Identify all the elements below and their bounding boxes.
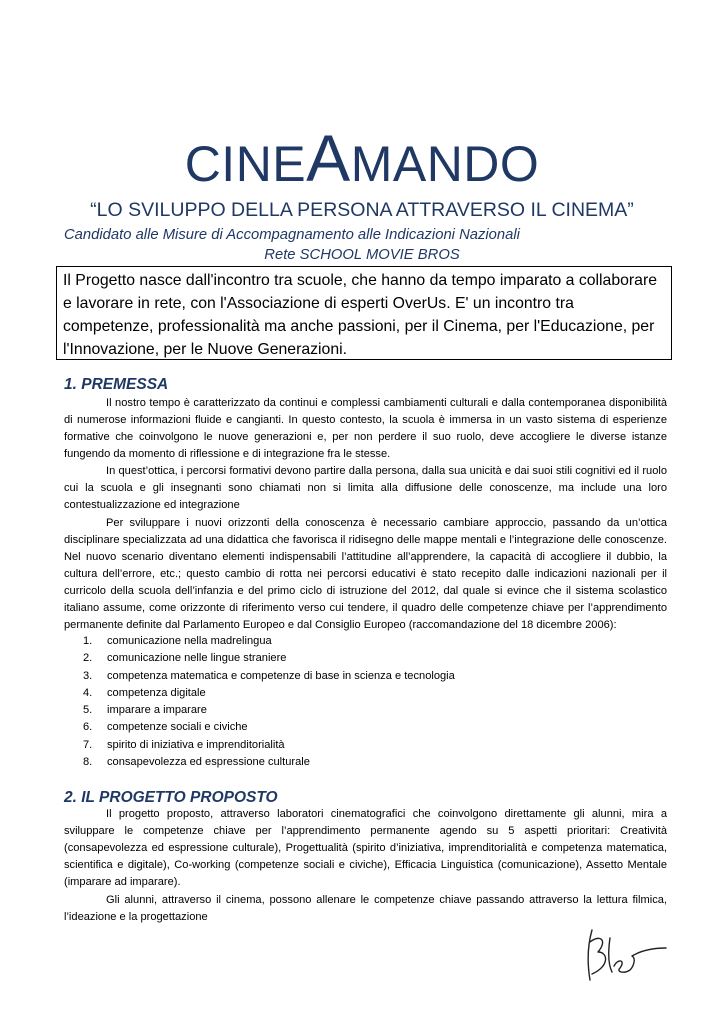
title-suffix: MANDO bbox=[350, 136, 540, 192]
list-item: 7. spirito di iniziativa e imprenditorialità bbox=[83, 738, 285, 751]
paragraph: Il progetto proposto, attraverso laboratori cinematografici che coinvolgono direttamente gli alunni, mira a sviluppare le competenze chiave per l’apprendimento permanente agendo su 5 aspetti prioritari: Creatività (consapevolezza ed espressione culturale), Progettualità (spirito d’iniziativa, imprenditorialità e competenza matematica, scientifica e digitale), Co-working (competenze sociali e civiche), Efficacia Linguistica (comunicazione), Assetto Mentale (imparare ad imparare). bbox=[64, 808, 667, 888]
list-item: 5. imparare a imparare bbox=[83, 704, 207, 717]
list-item: 8. consapevolezza ed espressione culturale bbox=[83, 756, 310, 769]
section-heading-premessa: 1. PREMESSA bbox=[64, 376, 169, 393]
handwritten-signature-icon bbox=[584, 922, 668, 986]
list-item: 2. comunicazione nelle lingue straniere bbox=[83, 652, 287, 665]
paragraph: Il nostro tempo è caratterizzato da continui e complessi cambiamenti culturali e dalla contemporanea disponibilità di numerose informazioni fluide e cangianti. In questo contesto, la scuola è immersa in un vasto sistema di esperienze formative che coinvolgono le nuove generazioni e, per non perdere il suo ruolo, deve accogliere le diverse istanze fungendo da momento di riflessione e di integrazione fra le stesse. bbox=[64, 397, 667, 460]
document-title bbox=[0, 121, 724, 195]
list-item: 1. comunicazione nella madrelingua bbox=[83, 635, 272, 647]
paragraph: Gli alunni, attraverso il cinema, possono allenare le competenze chiave passando attraverso la lettura filmica, l’ideazione e la progettazione bbox=[64, 894, 667, 923]
intro-box: Il Progetto nasce dall'incontro tra scuole, che hanno da tempo imparato a collaborare e lavorare in rete, con l'Associazione di esperti OverUs. E' un incontro tra competenze, professionalità ma anche passioni, per il Cinema, per l'Educazione, per l'Innovazione, per le Nuove Generazioni. bbox=[56, 266, 672, 360]
list-item: 3. competenza matematica e competenze di base in scienza e tecnologia bbox=[83, 669, 455, 682]
network-line: Rete SCHOOL MOVIE BROS bbox=[264, 247, 460, 263]
candidate-line: Candidato alle Misure di Accompagnamento alle Indicazioni Nazionali bbox=[64, 227, 520, 243]
list-item: 6. competenze sociali e civiche bbox=[83, 721, 248, 734]
title-prefix: CINE bbox=[184, 136, 307, 192]
title-initial: A bbox=[306, 121, 351, 195]
list-item: 4. competenza digitale bbox=[83, 686, 206, 699]
document-subtitle: “LO SVILUPPO DELLA PERSONA ATTRAVERSO IL CINEMA” bbox=[90, 199, 634, 221]
paragraph: In quest’ottica, i percorsi formativi devono partire dalla persona, dalla sua unicità e dai suoi stili cognitivi ed il ruolo cui la scuola e gli insegnanti sono chiamati non si limita alla diffusione delle conoscenze, ma include una loro contestualizzazione ed integrazione bbox=[64, 465, 667, 511]
section-heading-progetto: 2. IL PROGETTO PROPOSTO bbox=[64, 789, 278, 806]
key-competences-list bbox=[80, 633, 455, 771]
paragraph: Per sviluppare i nuovi orizzonti della conoscenza è necessario cambiare approccio, passando da un’ottica disciplinare specializzata ad una didattica che favorisca il ridisegno delle mappe mentali e l’integrazione delle conoscenze. Nel nuovo scenario diventano elementi indispensabili l’attitudine all’apprendere, la capacità di accogliere il dubbio, la cultura dell’errore, etc.; questo cambio di rotta nei percorsi educativi è stato recepito dalle indicazioni nazionali per il curricolo della scuola dell’infanzia e del primo ciclo di istruzione del 2012, dal quale si evince che il sistema scolastico italiano assume, come orizzonte di riferimento verso cui tendere, il quadro delle competenze chiave per l’apprendimento permanente definite dal Parlamento Europeo e dal Consiglio Europeo (raccomandazione del 18 dicembre 2006): bbox=[64, 517, 667, 631]
